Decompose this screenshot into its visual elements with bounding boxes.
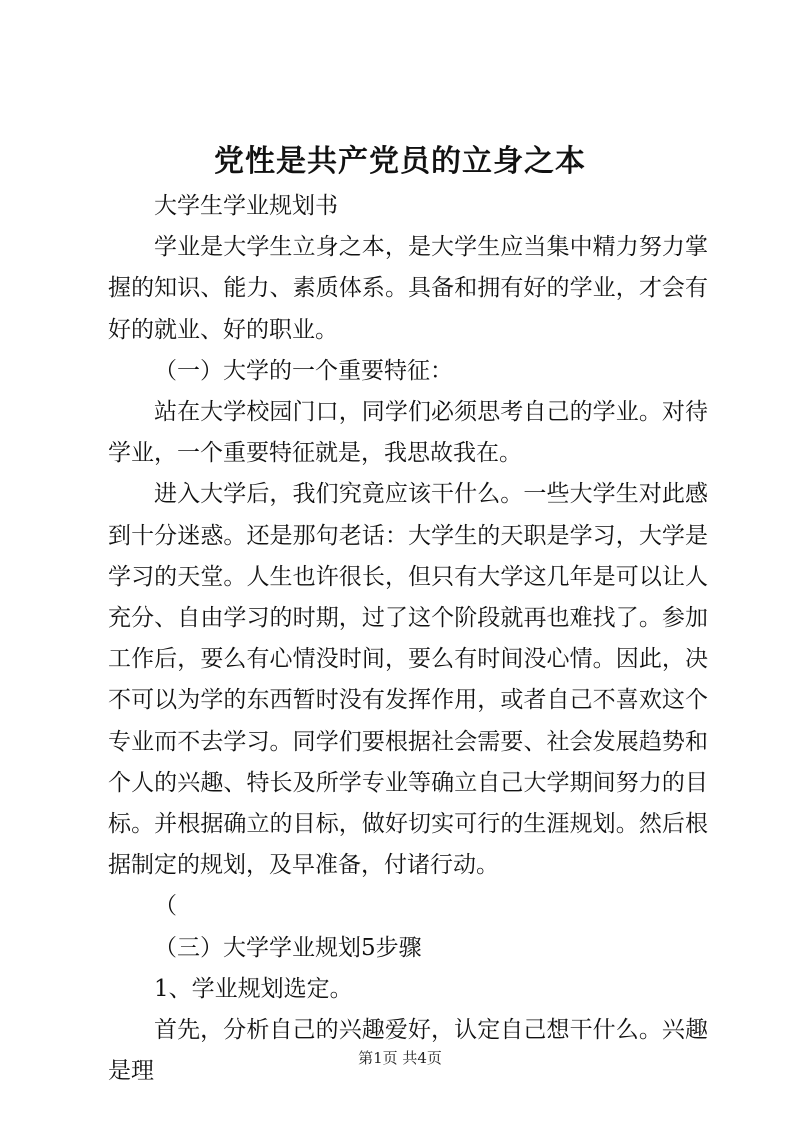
document-body [108, 186, 708, 1092]
section-heading-three: （三）大学学业规划5步骤 [154, 934, 422, 961]
paragraph-first-analysis: 首先，分析自己的兴趣爱好，认定自己想干什么。兴趣是理 [108, 1017, 708, 1085]
list-item-step-one: 1、学业规划选定。 [154, 975, 353, 1002]
paragraph-fragment: （ [154, 893, 177, 920]
paragraph-subtitle: 大学生学业规划书 [154, 193, 338, 219]
document-title: 党性是共产党员的立身之本 [214, 144, 586, 179]
paragraph-intro: 学业是大学生立身之本，是大学生应当集中精力努力掌握的知识、能力、素质体系。具备和拥有好的学业，才会有好的就业、好的职业。 [108, 234, 708, 343]
paragraph-after-entering: 进入大学后，我们究竟应该干什么。一些大学生对此感到十分迷惑。还是那句老话：大学生的天职是学习，大学是学习的天堂。人生也许很长，但只有大学这几年是可以让人充分、自由学习的时期，过了这个阶段就再也难找了。参加工作后，要么有心情没时间，要么有时间没心情。因此，决不可以为学的东西暂时没有发挥作用，或者自己不喜欢这个专业而不去学习。同学们要根据社会需要、社会发展趋势和个人的兴趣、特长及所学专业等确立自己大学期间努力的目标。并根据确立的目标，做好切实可行的生涯规划。然后根据制定的规划，及早准备，付诸行动。 [108, 481, 708, 879]
paragraph-campus-gate: 站在大学校园门口，同学们必须思考自己的学业。对待学业，一个重要特征就是，我思故我在。 [108, 399, 708, 467]
section-heading-one: （一）大学的一个重要特征： [154, 357, 453, 384]
page-footer: 第1页 共4页 [358, 1049, 442, 1067]
